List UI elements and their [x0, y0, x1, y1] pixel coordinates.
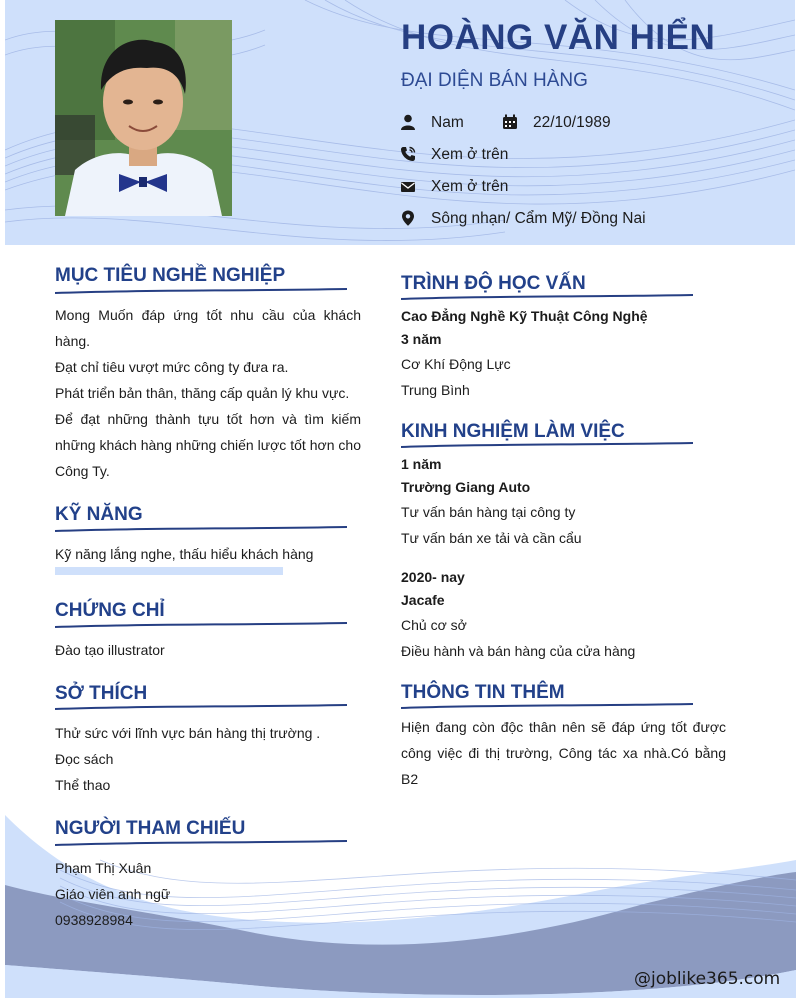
references-title: NGƯỜI THAM CHIẾU: [55, 818, 246, 839]
objective-line: Đạt chỉ tiêu vượt mức công ty đưa ra.: [55, 359, 289, 375]
education-title: TRÌNH ĐỘ HỌC VẤN: [401, 273, 586, 294]
education-duration: 3 năm: [401, 331, 442, 347]
hobbies-list: [55, 720, 320, 798]
phone-value: Xem ở trên: [431, 146, 509, 163]
hobby-item: Thử sức với lĩnh vực bán hàng thị trường .: [55, 725, 321, 741]
calendar-icon: [502, 114, 518, 130]
skill-level-bar: [55, 567, 283, 575]
additional-info-text: Hiện đang còn độc thân nên sẽ đáp ứng tốt được công việc đi thị trường, Công tác xa nhà.Có bằng B2: [401, 719, 726, 787]
phone-icon: [400, 146, 416, 162]
job-role: Tư vấn bán hàng tại công ty: [401, 504, 576, 520]
profile-photo: [55, 20, 232, 216]
reference-job: Giáo viên anh ngữ: [55, 886, 171, 902]
birthdate-value: 22/10/1989: [533, 114, 611, 131]
gender-value: Nam: [431, 114, 464, 131]
objective-line: Mong Muốn đáp ứng tốt nhu cầu của khách hàng.: [55, 307, 361, 349]
education-grade: Trung Bình: [401, 382, 470, 398]
address-value: Sông nhạn/ Cẩm Mỹ/ Đồng Nai: [431, 210, 646, 227]
experience-underline: [401, 442, 693, 450]
skills-underline: [55, 526, 347, 534]
location-pin-icon: [400, 210, 416, 226]
objective-line: Để đạt những thành tựu tốt hơn và tìm kiếm những khách hàng những chiến lược tốt hơn cho Công Ty.: [55, 411, 361, 479]
email-icon: [400, 179, 416, 195]
experience-title: KINH NGHIỆM LÀM VIỆC: [401, 421, 625, 442]
education-underline: [401, 294, 693, 302]
job-role: Chủ cơ sở: [401, 617, 467, 633]
education-major: Cơ Khí Động Lực: [401, 356, 511, 372]
job-period: 1 năm: [401, 456, 442, 472]
hobby-item: Đọc sách: [55, 751, 114, 767]
hobby-item: Thể thao: [55, 777, 111, 793]
objective-title: MỤC TIÊU NGHỀ NGHIỆP: [55, 265, 286, 286]
certificates-underline: [55, 622, 347, 630]
email-value: Xem ở trên: [431, 178, 509, 195]
hobbies-title: SỞ THÍCH: [55, 683, 148, 704]
additional-info-title: THÔNG TIN THÊM: [401, 682, 565, 703]
job-period: 2020- nay: [401, 569, 465, 585]
skills-title: KỸ NĂNG: [55, 504, 143, 525]
certificates-title: CHỨNG CHỈ: [55, 600, 165, 621]
job-description: Tư vấn bán xe tải và cần cẩu: [401, 530, 582, 546]
watermark-text: @joblike365.com: [634, 969, 781, 989]
certificate-item: Đào tạo illustrator: [55, 642, 165, 658]
user-icon: [400, 114, 416, 130]
reference-details: [55, 855, 170, 933]
objective-underline: [55, 288, 347, 296]
job-company: Jacafe: [401, 592, 445, 608]
job-company: Trường Giang Auto: [401, 479, 531, 495]
candidate-position: ĐẠI DIỆN BÁN HÀNG: [401, 70, 588, 91]
objective-text: [55, 302, 361, 484]
objective-line: Phát triển bản thân, thăng cấp quản lý khu vực.: [55, 385, 350, 401]
reference-name: Phạm Thị Xuân: [55, 860, 152, 876]
hobbies-underline: [55, 704, 347, 712]
reference-phone: 0938928984: [55, 912, 133, 928]
job-description: Điều hành và bán hàng của cửa hàng: [401, 643, 636, 659]
candidate-name: HOÀNG VĂN HIỂN: [401, 18, 716, 57]
references-underline: [55, 840, 347, 848]
skill-item: Kỹ năng lắng nghe, thấu hiểu khách hàng: [55, 546, 314, 562]
additional-info-underline: [401, 703, 693, 711]
education-school: Cao Đẳng Nghề Kỹ Thuật Công Nghệ: [401, 308, 648, 324]
